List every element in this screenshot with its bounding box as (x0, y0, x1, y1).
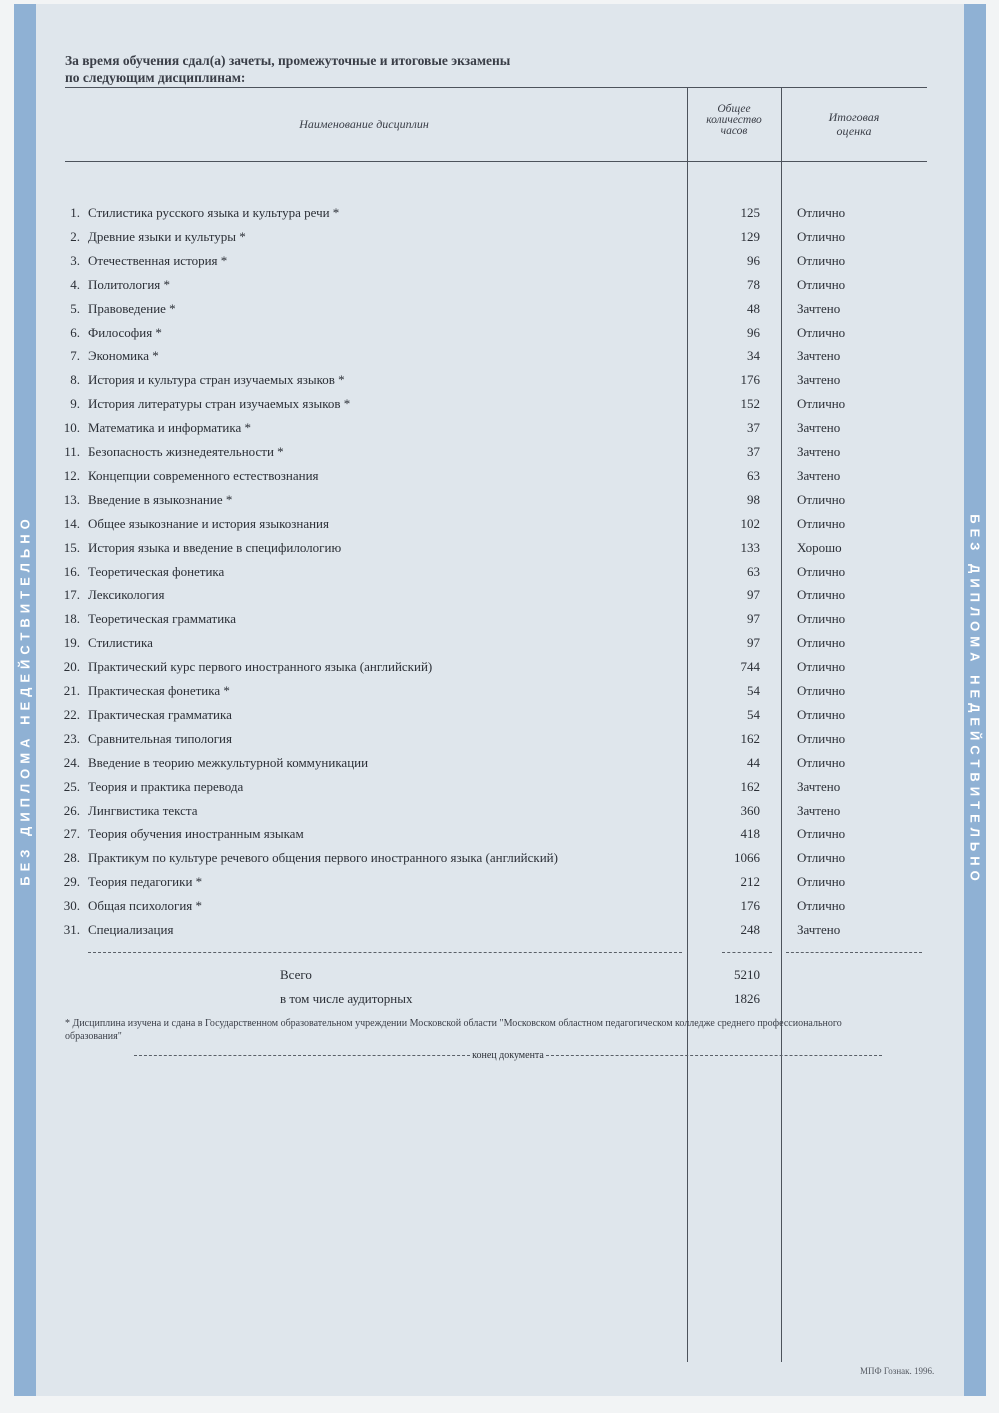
table-row (14, 703, 934, 727)
row-number: 3. (70, 252, 80, 268)
hours-header-line-1: Общее (717, 103, 751, 115)
table-row (14, 846, 934, 870)
row-number: 19. (63, 635, 80, 651)
row-hours: 97 (747, 635, 760, 651)
row-hours: 97 (747, 587, 760, 603)
table-row (14, 344, 934, 368)
row-grade: Отлично (797, 611, 846, 627)
row-subject: Древние языки и культуры * (88, 228, 246, 244)
row-number: 30. (63, 898, 80, 914)
row-hours: 248 (740, 922, 760, 937)
table-row (14, 225, 934, 249)
row-number: 20. (63, 659, 80, 675)
row-hours: 63 (747, 467, 760, 483)
row-hours: 54 (747, 683, 760, 698)
row-subject: Практическая фонетика * (88, 683, 230, 698)
table-row (14, 249, 934, 273)
row-grade: Зачтено (797, 444, 841, 459)
row-number: 5. (70, 300, 80, 316)
row-subject: Стилистика (88, 635, 153, 651)
row-number: 18. (63, 611, 80, 627)
row-subject: Сравнительная типология (88, 730, 232, 746)
row-subject: Правоведение * (88, 300, 176, 316)
row-hours: 125 (740, 205, 760, 220)
row-number: 10. (63, 420, 80, 436)
row-grade: Зачтено (797, 467, 841, 483)
row-grade: Отлично (797, 683, 846, 698)
table-row (14, 297, 934, 321)
table-row (14, 392, 934, 416)
intro-line-2: по следующим дисциплинам: (65, 70, 246, 85)
right-stripe-text: БЕЗ ДИПЛОМА НЕДЕЙСТВИТЕЛЬНО (967, 514, 983, 886)
row-grade: Зачтено (797, 802, 841, 818)
table-row (14, 727, 934, 751)
row-grade: Зачтено (797, 922, 841, 937)
table-row (14, 631, 934, 655)
row-grade: Отлично (797, 276, 846, 292)
row-number: 21. (63, 683, 80, 698)
row-subject: Специализация (88, 922, 174, 937)
row-hours: 162 (740, 778, 760, 794)
row-grade: Отлично (797, 706, 846, 722)
row-grade: Зачтено (797, 778, 841, 794)
row-grade: Зачтено (797, 420, 841, 436)
row-subject: Философия * (88, 324, 162, 340)
row-grade: Отлично (797, 491, 846, 507)
table-row (14, 201, 934, 225)
intro-text (65, 52, 665, 86)
row-grade: Хорошо (797, 539, 842, 555)
row-grade: Отлично (797, 205, 846, 220)
table-top-rule (65, 87, 927, 88)
subject-column-header: Наименование дисциплин (299, 117, 429, 131)
row-hours: 48 (747, 300, 760, 316)
row-subject: История литературы стран изучаемых языков * (88, 396, 351, 412)
row-grade: Отлично (797, 754, 846, 770)
row-hours: 97 (747, 611, 760, 627)
row-number: 22. (63, 706, 80, 722)
table-header-rule (65, 161, 927, 162)
row-subject: Общее языкознание и история языкознания (88, 515, 329, 531)
table-row (14, 822, 934, 846)
row-hours: 1066 (734, 850, 760, 866)
row-grade: Отлично (797, 587, 846, 603)
table-row (14, 536, 934, 560)
row-subject: История и культура стран изучаемых языков * (88, 372, 345, 388)
row-number: 8. (70, 372, 80, 388)
left-stripe-text: БЕЗ ДИПЛОМА НЕДЕЙСТВИТЕЛЬНО (17, 514, 33, 886)
row-subject: Безопасность жизнедеятельности * (88, 444, 284, 459)
row-hours: 98 (747, 491, 760, 507)
row-number: 25. (63, 778, 80, 794)
row-subject: Политология * (88, 276, 171, 292)
row-hours: 162 (740, 730, 760, 746)
row-number: 6. (70, 324, 80, 340)
auditorium-label: в том числе аудиторных (280, 991, 413, 1006)
row-hours: 212 (740, 874, 760, 890)
row-number: 26. (63, 802, 80, 818)
row-subject: Математика и информатика * (88, 420, 251, 436)
row-number: 31. (63, 922, 80, 937)
subject-dashed-rule (88, 952, 682, 953)
table-row (14, 464, 934, 488)
table-row (14, 679, 934, 703)
table-row (14, 607, 934, 631)
row-number: 23. (63, 730, 80, 746)
table-row (14, 321, 934, 345)
table-row (14, 894, 934, 918)
row-subject: Концепции современного естествознания (88, 467, 319, 483)
grade-column-header (784, 110, 924, 138)
row-number: 24. (63, 754, 80, 770)
row-subject: Практическая грамматика (88, 706, 232, 722)
row-grade: Отлично (797, 659, 846, 675)
row-hours: 133 (740, 539, 760, 555)
row-hours: 63 (747, 563, 760, 579)
row-grade: Отлично (797, 874, 846, 890)
table-row (14, 560, 934, 584)
grade-dashed-rule (786, 952, 922, 953)
row-number: 9. (70, 396, 80, 412)
row-number: 7. (70, 348, 80, 364)
table-row (14, 273, 934, 297)
row-grade: Отлично (797, 515, 846, 531)
right-security-stripe (964, 4, 986, 1396)
row-number: 12. (63, 467, 80, 483)
row-hours: 176 (740, 898, 760, 914)
end-dash-right (546, 1055, 882, 1056)
intro-line-1: За время обучения сдал(а) зачеты, промежуточные и итоговые экзамены (65, 53, 511, 68)
row-hours: 44 (747, 754, 760, 770)
end-of-document-text: конец документа (472, 1050, 544, 1061)
row-grade: Отлично (797, 228, 846, 244)
row-number: 4. (70, 276, 80, 292)
row-grade: Отлично (797, 635, 846, 651)
table-row (14, 655, 934, 679)
row-hours: 129 (740, 228, 760, 244)
table-row (14, 512, 934, 536)
row-hours: 102 (740, 515, 760, 531)
row-number: 2. (70, 228, 80, 244)
row-subject: Теоретическая грамматика (88, 611, 237, 627)
grade-header-line-1: Итоговая (828, 110, 880, 124)
row-hours: 152 (740, 396, 760, 412)
row-subject: Лексикология (88, 587, 165, 603)
row-number: 17. (63, 587, 80, 603)
table-row (14, 918, 934, 942)
row-subject: Практикум по культуре речевого общения первого иностранного языка (английский) (88, 850, 558, 866)
table-row (14, 751, 934, 775)
row-number: 29. (63, 874, 80, 890)
hours-dashed-rule (722, 952, 772, 953)
end-dash-left (134, 1055, 470, 1056)
row-subject: Введение в языкознание * (88, 491, 233, 507)
end-of-document-line (134, 1050, 882, 1061)
row-number: 13. (63, 491, 80, 507)
row-subject: Отечественная история * (88, 252, 228, 268)
table-row (14, 583, 934, 607)
row-hours: 78 (747, 276, 760, 292)
row-number: 28. (63, 850, 80, 866)
row-hours: 96 (747, 252, 760, 268)
row-hours: 54 (747, 706, 760, 722)
table-row (14, 368, 934, 392)
row-grade: Зачтено (797, 348, 841, 364)
hours-header-line-3: часов (720, 125, 748, 137)
row-number: 27. (63, 826, 80, 842)
printer-imprint: МПФ Гознак. 1996. (860, 1366, 935, 1376)
auditorium-value: 1826 (734, 991, 760, 1006)
row-hours: 96 (747, 324, 760, 340)
row-grade: Отлично (797, 563, 846, 579)
hours-header-line-2: количество (706, 114, 762, 126)
row-grade: Отлично (797, 730, 846, 746)
row-hours: 37 (747, 444, 760, 459)
row-subject: История языка и введение в специфилологию (88, 539, 342, 555)
hours-column-header (690, 104, 778, 137)
row-subject: Теория педагогики * (88, 874, 203, 890)
row-grade: Отлично (797, 396, 846, 412)
grade-header-line-2: оценка (836, 124, 872, 138)
table-row (14, 775, 934, 799)
row-grade: Отлично (797, 898, 846, 914)
row-subject: Практический курс первого иностранного языка (английский) (88, 659, 433, 675)
row-hours: 418 (740, 826, 760, 842)
table-row (14, 416, 934, 440)
row-subject: Введение в теорию межкультурной коммуникации (88, 754, 369, 770)
row-grade: Отлично (797, 850, 846, 866)
row-subject: Стилистика русского языка и культура речи * (88, 205, 340, 220)
row-subject: Общая психология * (88, 898, 203, 914)
row-hours: 360 (740, 802, 760, 818)
row-subject: Теория и практика перевода (88, 778, 244, 794)
row-number: 16. (63, 563, 80, 579)
row-grade: Зачтено (797, 300, 841, 316)
row-hours: 744 (740, 659, 760, 675)
row-number: 11. (64, 444, 80, 459)
row-hours: 37 (747, 420, 760, 436)
row-grade: Зачтено (797, 372, 841, 388)
row-number: 1. (70, 205, 80, 220)
row-hours: 34 (747, 348, 760, 364)
row-grade: Отлично (797, 324, 846, 340)
table-row (14, 488, 934, 512)
row-grade: Отлично (797, 826, 846, 842)
row-grade: Отлично (797, 252, 846, 268)
row-number: 14. (63, 515, 80, 531)
row-subject: Экономика * (88, 348, 159, 364)
table-row (14, 440, 934, 464)
row-subject: Теоретическая фонетика (88, 563, 225, 579)
total-value: 5210 (734, 967, 760, 982)
table-row (14, 870, 934, 894)
row-subject: Теория обучения иностранным языкам (88, 826, 304, 842)
table-row (14, 799, 934, 823)
row-number: 15. (63, 539, 80, 555)
document-sheet (14, 4, 986, 1396)
footnote: * Дисциплина изучена и сдана в Государственном образовательном учреждении Московской области "Московском областном педагогическом колледже среднего профессионального образования" (65, 1018, 842, 1042)
total-label: Всего (280, 967, 312, 982)
row-subject: Лингвистика текста (88, 802, 198, 818)
row-hours: 176 (740, 372, 760, 388)
